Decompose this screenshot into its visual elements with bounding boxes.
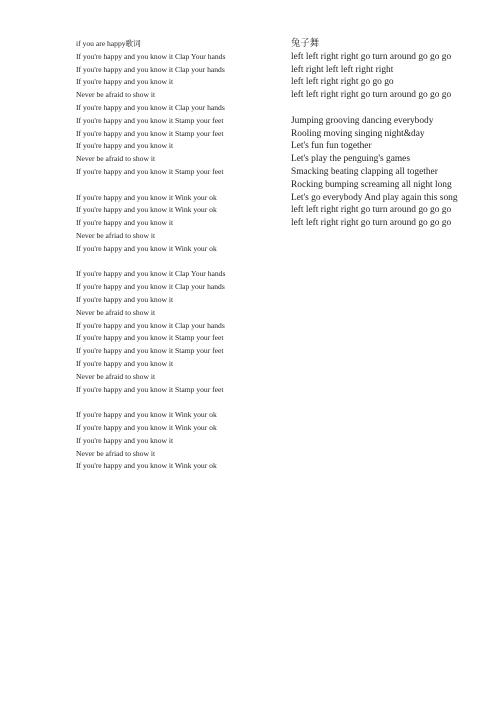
lyrics-column-if-you-are-happy <box>76 38 266 473</box>
lyric-line: If you're happy and you know it Clap your hands <box>76 320 225 330</box>
lyric-line: If you're happy and you know it Stamp your feet <box>76 115 224 125</box>
stanza-4 <box>76 409 266 473</box>
lyric-line: If you're happy and you know it <box>76 218 174 228</box>
lyric-line: If you're happy and you know it Stamp your feet <box>76 333 224 343</box>
lyric-line: If you're happy and you know it Wink your ok <box>76 243 217 253</box>
lyric-line: Smacking beating clapping all together <box>291 166 438 177</box>
lyric-line: If you're happy and you know it Wink your ok <box>76 192 217 202</box>
lyric-line: If you're happy and you know it Clap your hands <box>76 282 225 292</box>
lyric-line: left left right right go turn around go go go <box>291 90 452 101</box>
lyric-line: Never be afriad to show it <box>76 448 156 458</box>
lyric-line: If you're happy and you know it Clap your hands <box>76 64 225 74</box>
lyric-line: left left right right go turn around go go go <box>291 51 452 62</box>
lyric-line: If you're happy and you know it Stamp your feet <box>76 346 224 356</box>
lyric-line: If you're happy and you know it <box>76 141 174 151</box>
stanza-1 <box>76 51 266 179</box>
lyric-line: If you're happy and you know it Clap your hands <box>76 102 225 112</box>
lyric-line: If you're happy and you know it <box>76 358 174 368</box>
lyric-line: If you're happy and you know it Stamp your feet <box>76 384 224 394</box>
lyric-line: If you're happy and you know it Stamp your feet <box>76 128 224 138</box>
song-title: if you are happy歌词 <box>76 39 141 48</box>
stanza-gap <box>76 179 266 192</box>
lyric-line: If you're happy and you know it Clap Your hands <box>76 269 226 279</box>
lyric-line: Never be afraid to show it <box>76 154 156 164</box>
stanza-2 <box>76 192 266 256</box>
stanza-gap <box>291 102 463 115</box>
lyric-line: If you're happy and you know it Clap Your hands <box>76 51 226 61</box>
lyric-line: If you're happy and you know it <box>76 435 174 445</box>
lyric-line: left left right right go turn around go go go <box>291 218 452 229</box>
lyric-line: Never be afriad to show it <box>76 230 156 240</box>
lyrics-column-bunny-dance <box>291 38 463 230</box>
lyric-line: Never be afraid to show it <box>76 90 156 100</box>
lyric-line: left left right right go turn around go go go <box>291 205 452 216</box>
stanza-1 <box>291 51 463 102</box>
stanza-2 <box>291 115 463 230</box>
lyric-line: Never be afraid to show it <box>76 371 156 381</box>
stanza-3 <box>76 268 266 396</box>
lyric-line: left left right right go go go <box>291 77 394 88</box>
stanza-gap <box>76 396 266 409</box>
song-title: 兔子舞 <box>291 39 320 49</box>
lyric-line: left right left left right right <box>291 64 394 75</box>
lyric-line: If you're happy and you know it Stamp your feet <box>76 166 224 176</box>
lyric-line: Rooling moving singing night&day <box>291 128 425 139</box>
lyric-line: If you're happy and you know it Wink your ok <box>76 410 217 420</box>
lyric-line: If you're happy and you know it Wink your ok <box>76 205 217 215</box>
lyric-line: Let's go everybody And play again this song <box>291 192 458 203</box>
lyric-line: Let's play the penguing's games <box>291 154 410 165</box>
lyric-line: Let's fun fun together <box>291 141 372 152</box>
lyric-line: If you're happy and you know it <box>76 294 174 304</box>
lyric-line: If you're happy and you know it Wink your ok <box>76 422 217 432</box>
lyric-line: Rocking bumping screaming all night long <box>291 179 452 190</box>
lyric-line: If you're happy and you know it <box>76 77 174 87</box>
lyric-line: Never be afraid to show it <box>76 307 156 317</box>
lyric-line: Jumping grooving dancing everybody <box>291 115 434 126</box>
lyric-line: If you're happy and you know it Wink your ok <box>76 461 217 471</box>
stanza-gap <box>76 256 266 269</box>
